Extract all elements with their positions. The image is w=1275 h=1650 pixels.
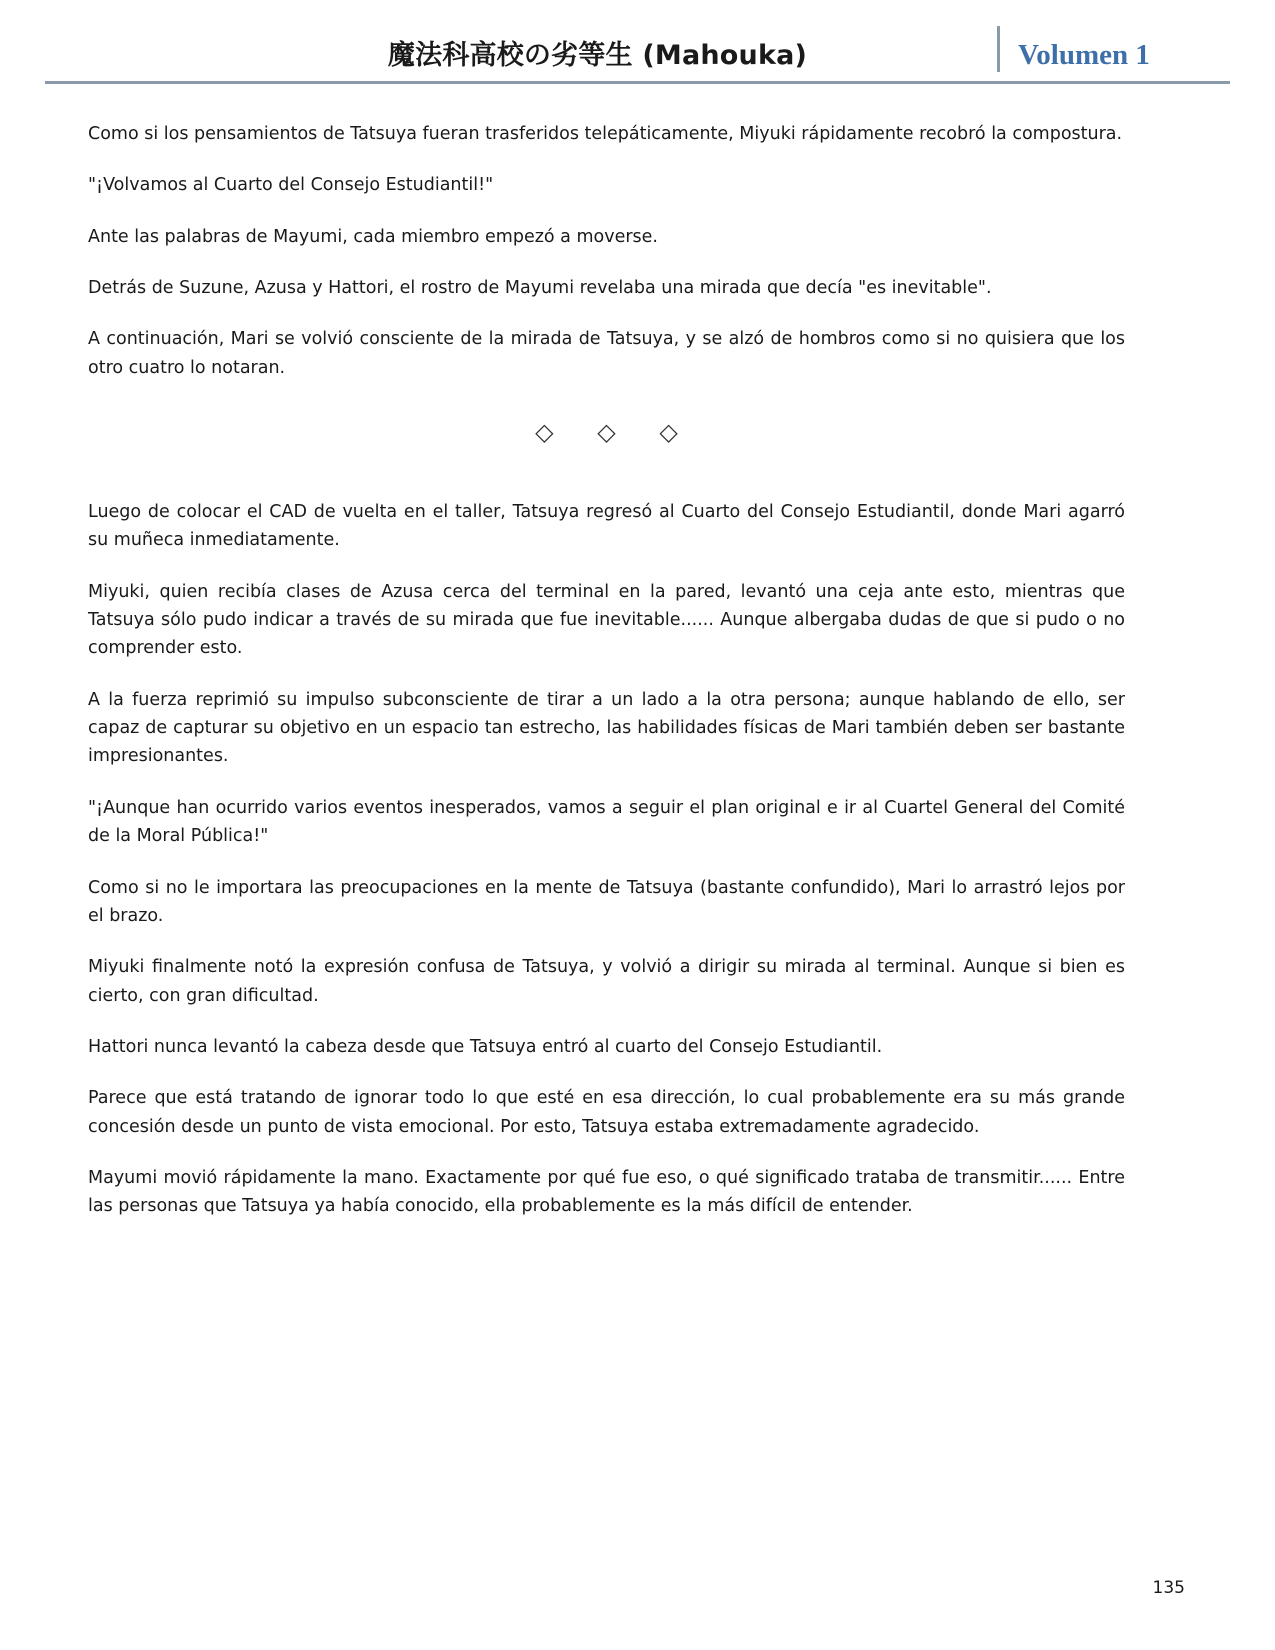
paragraph: Luego de colocar el CAD de vuelta en el taller, Tatsuya regresó al Cuarto del Consejo Estudiantil, donde Mari agarró su muñeca inmediatamente. — [88, 502, 1125, 551]
paragraph: Parece que está tratando de ignorar todo lo que esté en esa dirección, lo cual probablemente era su más grande concesión desde un punto de vista emocional. Por esto, Tatsuya estaba extremadamente agradecido. — [88, 1088, 1125, 1137]
paragraph: "¡Volvamos al Cuarto del Consejo Estudiantil!" — [88, 175, 494, 196]
header-volume-wrap — [997, 26, 1227, 78]
header-horizontal-rule — [45, 81, 1230, 84]
header-title-roman: (Mahouka) — [632, 40, 808, 71]
page-content — [0, 92, 1275, 1221]
scene-break-ornament: ◇ ◇ ◇ — [535, 418, 696, 447]
paragraph: Detrás de Suzune, Azusa y Hattori, el rostro de Mayumi revelaba una mirada que decía "es inevitable". — [88, 278, 992, 299]
header-inner — [48, 0, 1227, 78]
header-title-japanese: 魔法科高校の劣等生 — [387, 40, 633, 71]
page-number: 135 — [1152, 1578, 1185, 1598]
header-volume-label: Volumen 1 — [1018, 39, 1150, 71]
paragraph: Miyuki finalmente notó la expresión confusa de Tatsuya, y volvió a dirigir su mirada al terminal. Aunque si bien es cierto, con gran dificultad. — [88, 957, 1125, 1006]
paragraph: A la fuerza reprimió su impulso subconsciente de tirar a un lado a la otra persona; aunque hablando de ello, ser capaz de capturar su objetivo en un espacio tan estrecho, las habilidades físicas de Mari también deben ser bastante impresionantes. — [88, 689, 1125, 767]
paragraph: Ante las palabras de Mayumi, cada miembro empezó a moverse. — [88, 226, 658, 247]
paragraph: "¡Aunque han ocurrido varios eventos inesperados, vamos a seguir el plan original e ir al Cuartel General del Comité de la Moral Pública!" — [88, 797, 1125, 847]
paragraph: Miyuki, quien recibía clases de Azusa cerca del terminal en la pared, levantó una ceja ante esto, mientras que Tatsuya sólo pudo indicar a través de su mirada que fue inevitable...... Aunque albergaba dudas de que si pudo o no comprender esto. — [88, 581, 1125, 659]
header-title — [48, 33, 997, 78]
paragraph: Como si no le importara las preocupaciones en la mente de Tatsuya (bastante confundido), Mari lo arrastró lejos por el brazo. — [88, 877, 1125, 926]
header-divider-icon — [997, 26, 1000, 72]
paragraph: Como si los pensamientos de Tatsuya fueran trasferidos telepáticamente, Miyuki rápidamente recobró la compostura. — [88, 124, 1123, 144]
paragraph: A continuación, Mari se volvió consciente de la mirada de Tatsuya, y se alzó de hombros como si no quisiera que los otro cuatro lo notaran. — [88, 329, 1125, 378]
paragraph: Hattori nunca levantó la cabeza desde que Tatsuya entró al cuarto del Consejo Estudiantil. — [88, 1036, 883, 1057]
paragraph: Mayumi movió rápidamente la mano. Exactamente por qué fue eso, o qué significado trataba de transmitir...... Entre las personas que Tatsuya ya había conocido, ella probablemente es la más difícil de entender. — [88, 1167, 1125, 1217]
page-header — [0, 0, 1275, 92]
